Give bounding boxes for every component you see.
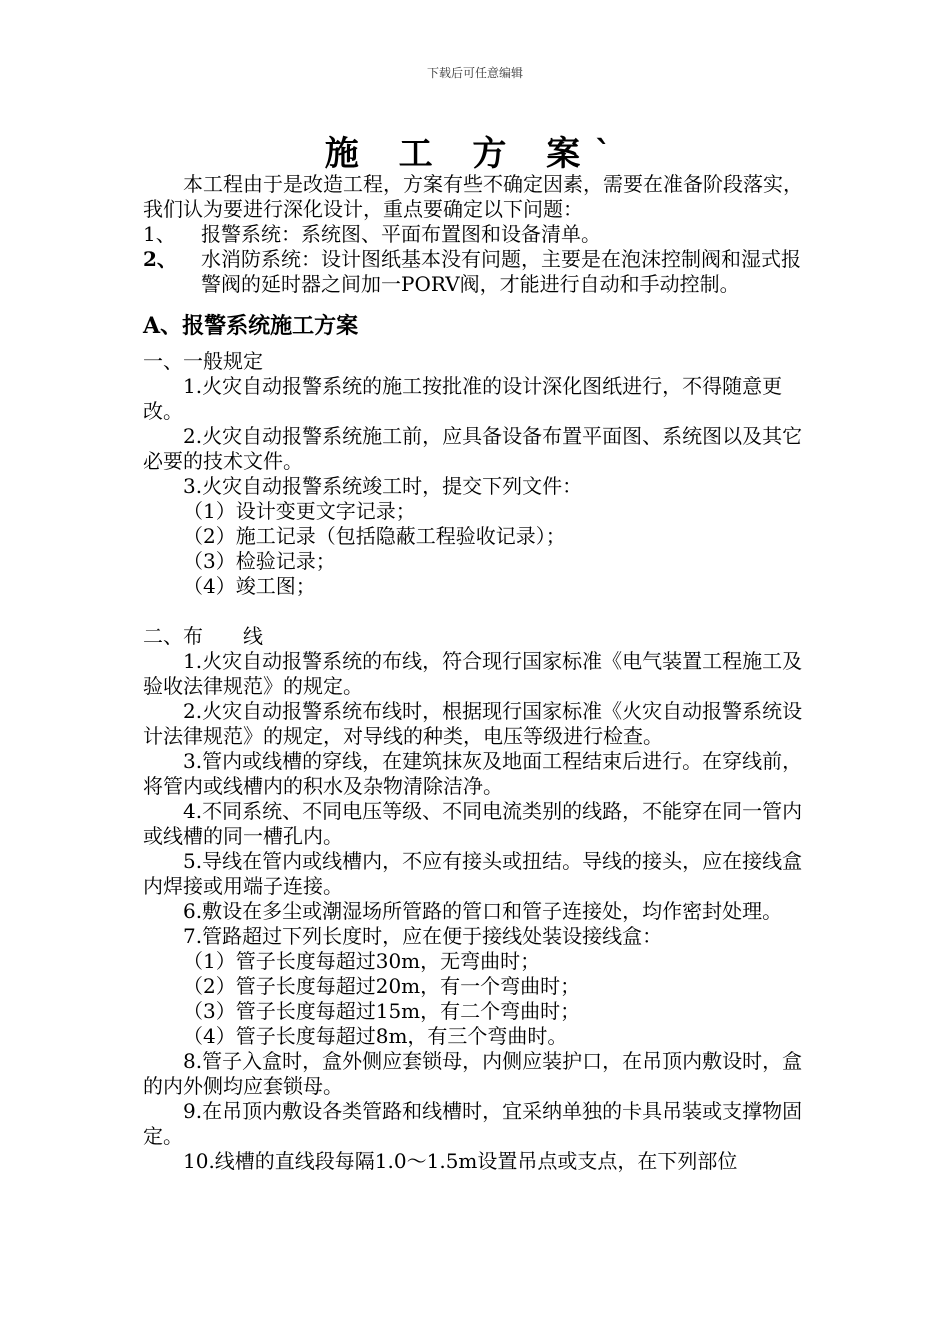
part2-item: 1.火灾自动报警系统的布线，符合现行国家标准《电气装置工程施工及验收法律规范》的规定。 — [143, 649, 803, 698]
part1-item: 1.火灾自动报警系统的施工按批准的设计深化图纸进行，不得随意更改。 — [143, 374, 783, 423]
part2-item: 7.管路超过下列长度时，应在便于接线处装设接线盒： — [183, 924, 663, 948]
part1-item: 2.火灾自动报警系统施工前，应具备设备布置平面图、系统图以及其它必要的技术文件。 — [143, 424, 803, 473]
part2-item: 10.线槽的直线段每隔1.0～1.5m设置吊点或支点，在下列部位 — [183, 1149, 738, 1173]
part2-length-item: （3）管子长度每超过15m，有二个弯曲时； — [183, 999, 581, 1023]
intro-point-1 — [143, 222, 808, 247]
part2-item: 3.管内或线槽的穿线，在建筑抹灰及地面工程结束后进行。在穿线前，将管内或线槽内的积水及杂物清除洁净。 — [143, 749, 803, 798]
document-body — [143, 172, 808, 1174]
part1-file-item: （1）设计变更文字记录； — [183, 499, 416, 523]
part1-item: 3.火灾自动报警系统竣工时，提交下列文件： — [183, 474, 583, 498]
part2-item: 9.在吊顶内敷设各类管路和线槽时，宜采纳单独的卡具吊装或支撑物固定。 — [143, 1099, 803, 1148]
part2-item: 5.导线在管内或线槽内，不应有接头或扭结。导线的接头，应在接线盒内焊接或用端子连接。 — [143, 849, 803, 898]
part1-file-item: （2）施工记录（包括隐蔽工程验收记录）； — [183, 524, 566, 548]
part2-item: 4.不同系统、不同电压等级、不同电流类别的线路，不能穿在同一管内或线槽的同一槽孔内。 — [143, 799, 803, 848]
intro-point-text: 水消防系统：设计图纸基本没有问题，主要是在泡沫控制阀和湿式报警阀的延时器之间加一PORV阀，才能进行自动和手动控制。 — [201, 247, 801, 296]
part2-length-item: （2）管子长度每超过20m，有一个弯曲时； — [183, 974, 581, 998]
intro-point-2 — [143, 247, 808, 297]
section-a-heading: A、报警系统施工方案 — [143, 313, 359, 339]
spacer — [143, 599, 808, 624]
part2-item: 2.火灾自动报警系统布线时，根据现行国家标准《火灾自动报警系统设计法律规范》的规定，对导线的种类，电压等级进行检查。 — [143, 699, 803, 748]
part2-length-item: （1）管子长度每超过30m，无弯曲时； — [183, 949, 541, 973]
part2-item: 8.管子入盒时，盒外侧应套锁母，内侧应装护口，在吊顶内敷设时，盒的内外侧均应套锁母。 — [143, 1049, 803, 1098]
part1-file-item: （4）竣工图； — [183, 574, 316, 598]
part1-file-item: （3）检验记录； — [183, 549, 336, 573]
intro-point-number: 2、 — [143, 247, 177, 271]
part2-item: 6.敷设在多尘或潮湿场所管路的管口和管子连接处，均作密封处理。 — [183, 899, 783, 923]
intro-point-text: 报警系统：系统图、平面布置图和设备清单。 — [201, 222, 601, 246]
part1-title: 一、一般规定 — [143, 349, 263, 373]
document-title: 施 工 方 案` — [324, 134, 626, 174]
part2-title: 二、布 线 — [143, 624, 263, 648]
page-header-note: 下载后可任意编辑 — [426, 66, 523, 80]
intro-point-number: 1、 — [143, 222, 176, 246]
part2-length-item: （4）管子长度每超过8m，有三个弯曲时。 — [183, 1024, 568, 1048]
intro-paragraph: 本工程由于是改造工程，方案有些不确定因素，需要在准备阶段落实，我们认为要进行深化设计，重点要确定以下问题： — [143, 172, 803, 221]
